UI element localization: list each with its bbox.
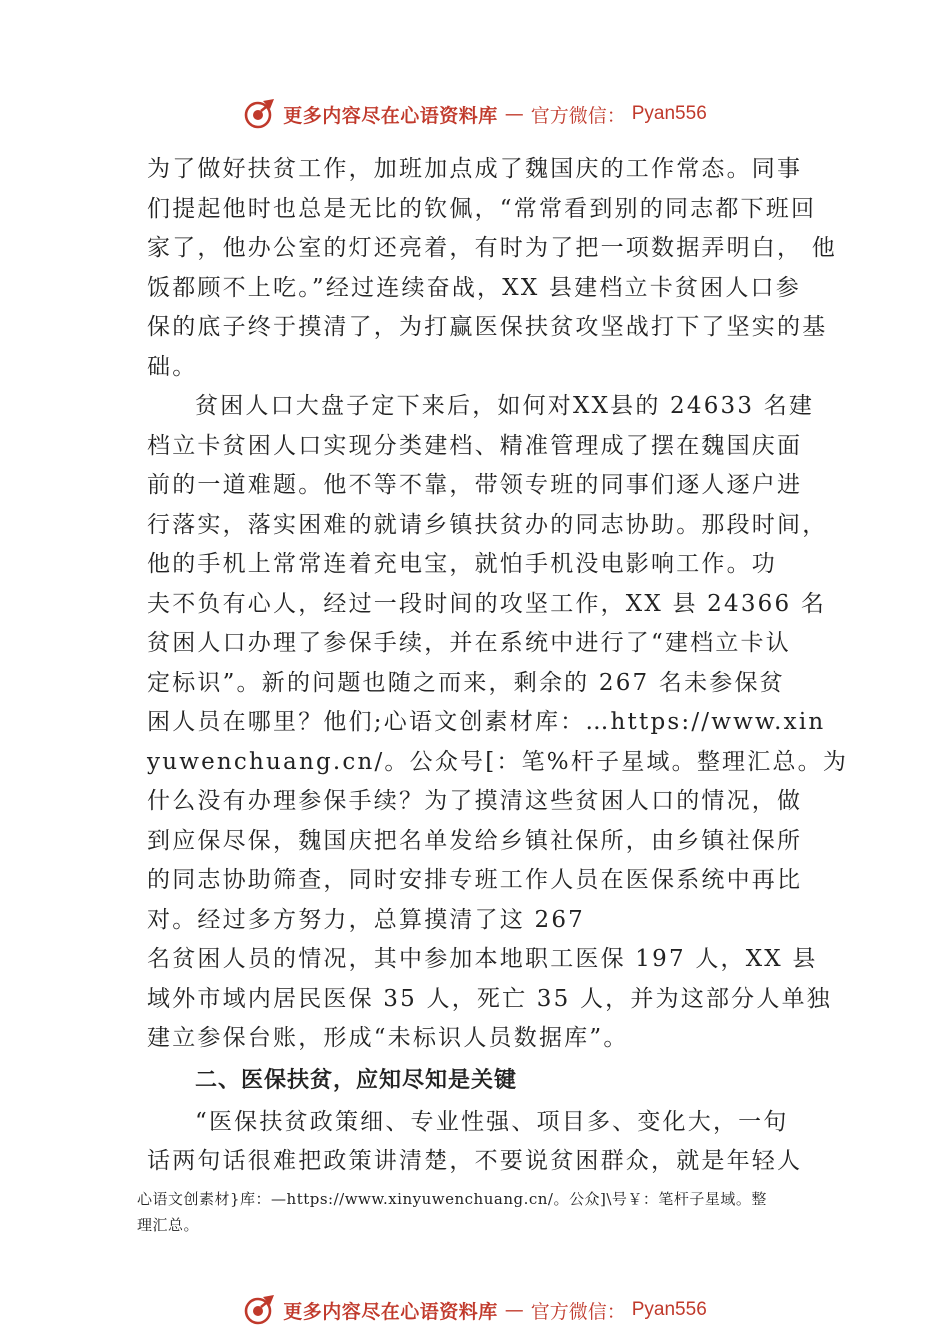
footer-banner: [0, 1290, 950, 1330]
text-line: 域外市域内居民医保 35 人，死亡 35 人，并为这部分人单独: [147, 985, 832, 1012]
text-line: 困人员在哪里？他们;心语文创素材库：…https://www.xin: [147, 709, 826, 735]
footnote: [137, 1186, 827, 1238]
banner-title: 更多内容尽在心语资料库: [283, 104, 498, 127]
pen-logo-icon: [243, 1293, 277, 1327]
footnote-line: 理汇总。: [137, 1216, 200, 1234]
text-line: 什么没有办理参保手续？为了摸清这些贫困人口的情况，做: [147, 788, 803, 814]
text-line: 贫困人口大盘子定下来后，如何对XX县的 24633 名建: [195, 393, 815, 419]
text-line: “医保扶贫政策细、专业性强、项目多、变化大，一句: [195, 1108, 789, 1135]
paragraph-3: [147, 1103, 817, 1182]
text-line: 前的一道难题。他不等不靠，带领专班的同事们逐人逐户进: [147, 472, 803, 498]
banner-wechat-id: Pyan556: [631, 1299, 707, 1320]
text-line: 保的底子终于摸清了，为打赢医保扶贫攻坚战打下了坚实的基: [147, 314, 828, 340]
text-line: 贫困人口办理了参保手续，并在系统中进行了“建档立卡认: [147, 630, 791, 656]
text-line: 为了做好扶贫工作，加班加点成了魏国庆的工作常态。同事: [147, 156, 803, 182]
text-line: yuwenchuang.cn/。公众号[：笔%杆子星域。整理汇总。为: [147, 748, 849, 775]
header-banner: [0, 94, 950, 134]
paragraph-2: [147, 387, 849, 1059]
pen-logo-icon: [243, 97, 277, 131]
paragraph-1: [147, 150, 837, 387]
text-line: 名贫困人员的情况，其中参加本地职工医保 197 人，XX 县: [147, 946, 818, 972]
text-line: 他的手机上常常连着充电宝，就怕手机没电影响工作。功: [147, 551, 777, 577]
text-line: 档立卡贫困人口实现分类建档、精准管理成了摆在魏国庆面: [147, 432, 803, 459]
text-line: 础。: [147, 353, 198, 380]
banner-separator: —: [504, 1299, 524, 1321]
banner-separator: —: [504, 103, 524, 125]
text-line: 话两句话很难把政策讲清楚，不要说贫困群众，就是年轻人: [147, 1148, 803, 1174]
footer-banner-inner: [243, 1293, 707, 1327]
banner-wechat-id: Pyan556: [631, 103, 707, 124]
document-body: [147, 150, 849, 1182]
header-banner-inner: [243, 97, 707, 131]
text-line: 对。经过多方努力，总算摸清了这 267: [147, 906, 586, 933]
banner-title: 更多内容尽在心语资料库: [283, 1300, 498, 1323]
footnote-line: 心语文创素材}库：—https://www.xinyuwenchuang.cn/。公众]\号￥：笔杆子星域。整: [137, 1190, 767, 1208]
text-line: 的同志协助筛查，同时安排专班工作人员在医保系统中再比: [147, 867, 803, 893]
text-line: 建立参保台账，形成“未标识人员数据库”。: [147, 1025, 629, 1051]
text-line: 行落实，落实困难的就请乡镇扶贫办的同志协助。那段时间，: [147, 511, 828, 538]
text-line: 夫不负有心人，经过一段时间的攻坚工作，XX 县 24366 名: [147, 590, 827, 617]
text-line: 定标识”。新的问题也随之而来，剩余的 267 名未参保贫: [147, 669, 785, 696]
banner-wechat-label: 官方微信：: [530, 104, 626, 127]
text-line: 们提起他时也总是无比的钦佩，“常常看到别的同志都下班回: [147, 195, 817, 222]
banner-wechat-label: 官方微信：: [530, 1300, 626, 1323]
text-line: 到应保尽保，魏国庆把名单发给乡镇社保所，由乡镇社保所: [147, 827, 803, 854]
section-heading: 二、医保扶贫，应知尽知是关键: [195, 1067, 518, 1093]
text-line: 饭都顾不上吃。”经过连续奋战，XX 县建档立卡贫困人口参: [147, 274, 801, 301]
text-line: 家了，他办公室的灯还亮着，有时为了把一项数据弄明白， 他: [147, 235, 837, 261]
